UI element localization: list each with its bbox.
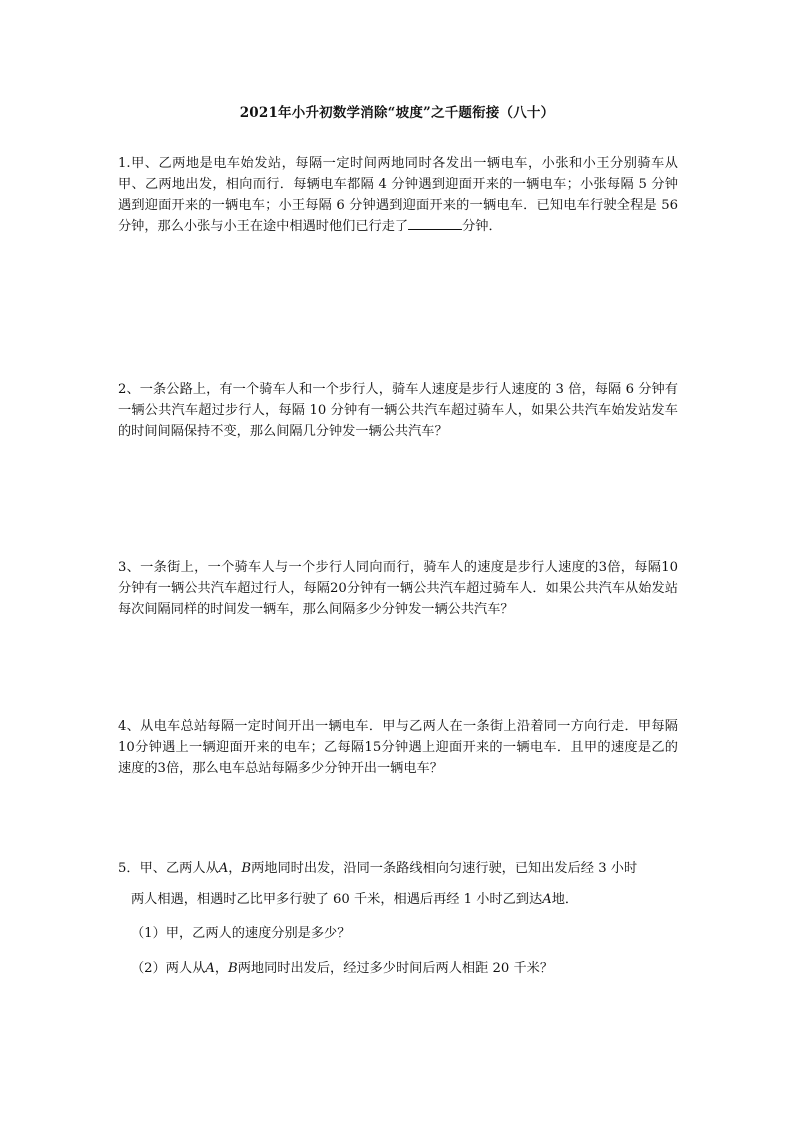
question-5-sub-2-part: ， [214, 961, 229, 976]
question-5-text-part: 两地同时出发，沿同一条路线相向匀速行驶，已知出发后经 3 小时 [251, 861, 638, 876]
question-5-sub-1: （1）甲，乙两人的速度分别是多少？ [131, 926, 351, 941]
question-5-sub-2-part: 两地同时出发后，经过多少时间后两人相距 20 千米？ [237, 961, 554, 976]
question-5-line-2 [118, 889, 678, 910]
question-5-line-1 [118, 858, 678, 879]
variable-a: A [542, 892, 552, 907]
variable-b: B [241, 861, 252, 876]
question-5-sub-2-part: （2）两人从 [131, 961, 206, 976]
question-5-text-part: 两人相遇，相遇时乙比甲多行驶了 60 千米，相遇后再经 1 小时乙到达 [131, 892, 543, 907]
variable-a: A [218, 861, 229, 876]
page-title: 2021年小升初数学消除“坡度”之千题衔接（八十） [239, 105, 555, 121]
question-5 [118, 858, 678, 910]
question-3: 3、一条街上，一个骑车人与一个步行人同向而行，骑车人的速度是步行人速度的3倍，每隔10分钟有一辆公共汽车超过行人，每隔20分钟有一辆公共汽车超过骑车人．如果公共汽车从始发站每次间隔同样的时间发一辆车，那么间隔多少分钟发一辆公共汽车？ [118, 560, 678, 617]
question-5-sub-2 [131, 957, 553, 976]
variable-a: A [205, 961, 215, 976]
question-5-text-part: 5．甲、乙两人从 [118, 861, 219, 876]
question-5-text-part: 地． [551, 892, 579, 907]
variable-b: B [228, 961, 238, 976]
question-5-text-part: ， [228, 861, 242, 876]
question-2: 2、一条公路上，有一个骑车人和一个步行人，骑车人速度是步行人速度的 3 倍，每隔 6 分钟有一辆公共汽车超过步行人，每隔 10 分钟有一辆公共汽车超过骑车人，如果公共汽车始发站发车的时间间隔保持不变，那么间隔几分钟发一辆公共汽车？ [118, 382, 678, 439]
question-4: 4、从电车总站每隔一定时间开出一辆电车．甲与乙两人在一条街上沿着同一方向行走．甲每隔10分钟遇上一辆迎面开来的电车；乙每隔15分钟遇上迎面开来的一辆电车．且甲的速度是乙的速度的3倍，那么电车总站每隔多少分钟开出一辆电车？ [118, 719, 678, 776]
question-1 [118, 153, 678, 237]
answer-blank [408, 217, 462, 230]
question-1-text: 1.甲、乙两地是电车始发站，每隔一定时间两地同时各发出一辆电车，小张和小王分别骑车从甲、乙两地出发，相向而行．每辆电车都隔 4 分钟遇到迎面开来的一辆电车；小张每隔 5 分钟遇到迎面开来的一辆电车；小王每隔 6 分钟遇到迎面开来的一辆电车．已知电车行驶全程是 56 分钟，那么小张与小王在途中相遇时他们已行走了 [118, 156, 678, 234]
question-1-suffix: 分钟． [462, 219, 502, 234]
